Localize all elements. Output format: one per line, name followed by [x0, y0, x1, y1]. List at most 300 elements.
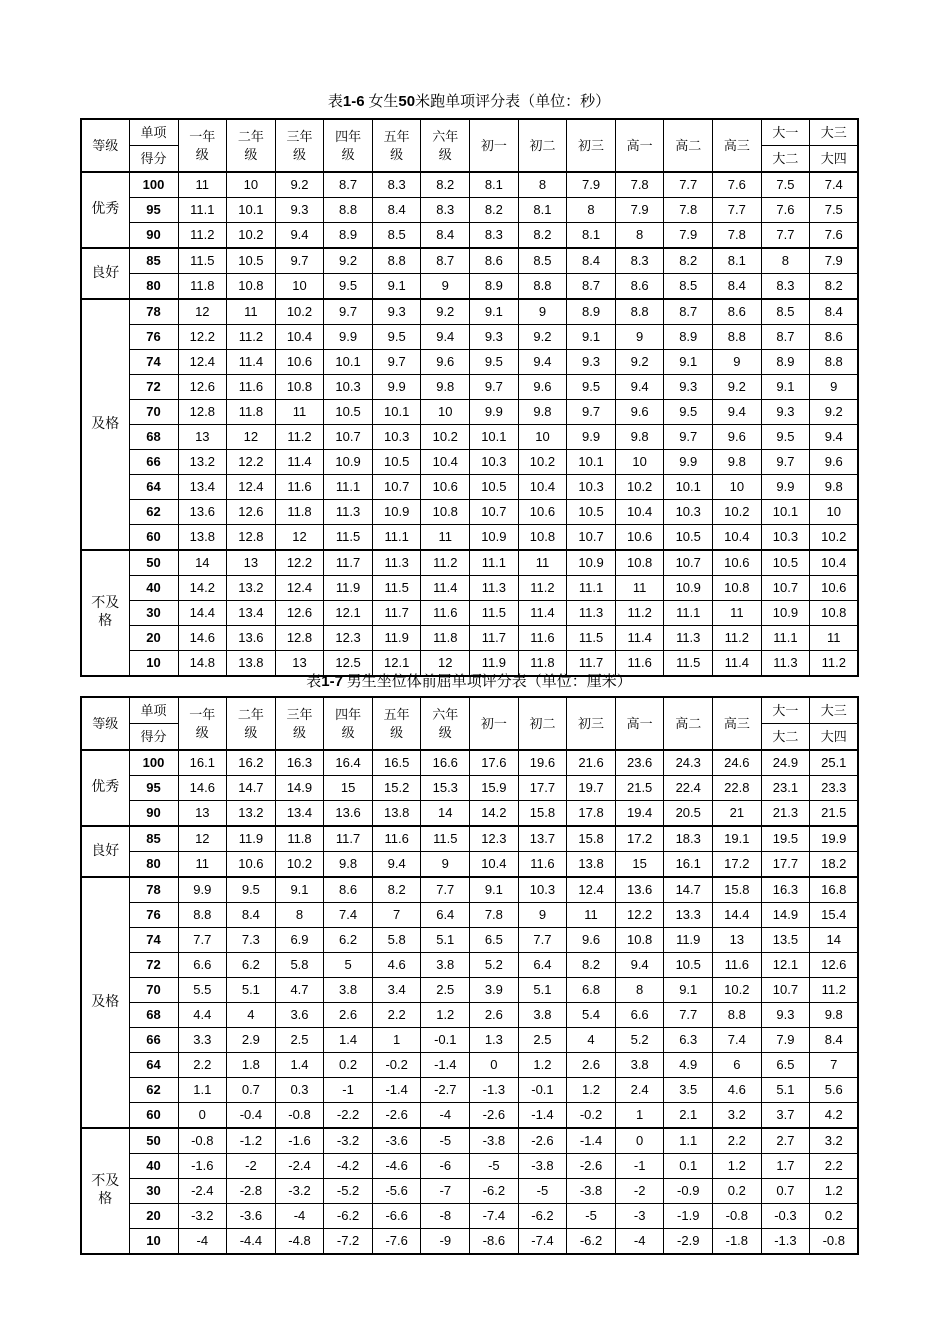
value-cell: -1.3: [761, 1229, 810, 1255]
value-cell: 5.1: [421, 928, 470, 953]
value-cell: 11.2: [810, 978, 859, 1003]
value-cell: 14: [178, 550, 227, 576]
value-cell: 9: [518, 299, 567, 325]
value-cell: 10.3: [470, 450, 519, 475]
value-cell: 10.8: [227, 274, 276, 300]
value-cell: 11.7: [372, 601, 421, 626]
value-cell: 9.4: [518, 350, 567, 375]
value-cell: 8.9: [567, 299, 616, 325]
value-cell: 11.6: [227, 375, 276, 400]
value-cell: 8.3: [372, 172, 421, 198]
value-cell: 10.9: [664, 576, 713, 601]
value-cell: 9.7: [372, 350, 421, 375]
value-cell: 11.4: [518, 601, 567, 626]
value-cell: 10.7: [470, 500, 519, 525]
value-cell: 9.7: [275, 248, 324, 274]
value-cell: 10.4: [470, 852, 519, 878]
value-cell: -2.8: [227, 1179, 276, 1204]
value-cell: 8.4: [713, 274, 762, 300]
value-cell: 19.1: [713, 826, 762, 852]
college-header-bottom: 大四: [810, 724, 859, 751]
grade-header: 五年 级: [372, 119, 421, 172]
value-cell: 9.3: [664, 375, 713, 400]
value-cell: 10.4: [275, 325, 324, 350]
value-cell: 5.8: [275, 953, 324, 978]
value-cell: 5.2: [615, 1028, 664, 1053]
value-cell: 10.8: [615, 928, 664, 953]
value-cell: 9.4: [275, 223, 324, 249]
value-cell: 9.5: [567, 375, 616, 400]
value-cell: 12.8: [178, 400, 227, 425]
score-cell: 72: [129, 953, 178, 978]
score-cell: 66: [129, 450, 178, 475]
value-cell: 9.1: [275, 877, 324, 903]
value-cell: 10.8: [615, 550, 664, 576]
value-cell: 16.6: [421, 750, 470, 776]
value-cell: 11: [810, 626, 859, 651]
value-cell: 10.5: [761, 550, 810, 576]
value-cell: 9.5: [227, 877, 276, 903]
caption-text: 女生: [364, 94, 399, 110]
value-cell: -3.8: [470, 1128, 519, 1154]
value-cell: 3.4: [372, 978, 421, 1003]
value-cell: -1.3: [470, 1078, 519, 1103]
value-cell: 14: [421, 801, 470, 827]
value-cell: -2.6: [567, 1154, 616, 1179]
value-cell: 8: [761, 248, 810, 274]
value-cell: 11.1: [470, 550, 519, 576]
value-cell: 13.8: [567, 852, 616, 878]
value-cell: 10: [615, 450, 664, 475]
value-cell: 11.5: [372, 576, 421, 601]
table-1-7-caption: [80, 672, 858, 692]
value-cell: 11.2: [421, 550, 470, 576]
value-cell: 12.8: [227, 525, 276, 551]
value-cell: 8: [615, 223, 664, 249]
value-cell: 9.4: [615, 375, 664, 400]
score-cell: 50: [129, 550, 178, 576]
value-cell: 9.2: [713, 375, 762, 400]
table-row: [81, 1078, 858, 1103]
value-cell: 1.1: [664, 1128, 713, 1154]
value-cell: 15.4: [810, 903, 859, 928]
value-cell: 6.2: [227, 953, 276, 978]
value-cell: -4: [178, 1229, 227, 1255]
value-cell: 5: [324, 953, 373, 978]
value-cell: 11.3: [664, 626, 713, 651]
value-cell: 9.7: [470, 375, 519, 400]
value-cell: -2.9: [664, 1229, 713, 1255]
level-cell: 不及 格: [81, 550, 129, 676]
value-cell: 10.7: [324, 425, 373, 450]
value-cell: -4.4: [227, 1229, 276, 1255]
score-cell: 72: [129, 375, 178, 400]
value-cell: 11.2: [810, 651, 859, 677]
value-cell: 1: [372, 1028, 421, 1053]
score-cell: 78: [129, 299, 178, 325]
score-cell: 68: [129, 1003, 178, 1028]
value-cell: 9.4: [615, 953, 664, 978]
value-cell: 21: [713, 801, 762, 827]
value-cell: 13.2: [227, 576, 276, 601]
value-cell: 9.7: [664, 425, 713, 450]
value-cell: -6: [421, 1154, 470, 1179]
value-cell: 15.9: [470, 776, 519, 801]
value-cell: 12.6: [275, 601, 324, 626]
value-cell: 11.9: [664, 928, 713, 953]
grade-header: 三年 级: [275, 119, 324, 172]
table-row: [81, 274, 858, 300]
table-row: [81, 1204, 858, 1229]
value-cell: 11.5: [421, 826, 470, 852]
value-cell: 1.4: [275, 1053, 324, 1078]
value-cell: -8.6: [470, 1229, 519, 1255]
value-cell: 0.2: [324, 1053, 373, 1078]
value-cell: -2: [615, 1179, 664, 1204]
value-cell: 4.4: [178, 1003, 227, 1028]
value-cell: 12.1: [324, 601, 373, 626]
value-cell: -3.2: [275, 1179, 324, 1204]
table-row: [81, 550, 858, 576]
value-cell: 9.7: [324, 299, 373, 325]
score-cell: 85: [129, 248, 178, 274]
value-cell: 15.2: [372, 776, 421, 801]
value-cell: 10.5: [470, 475, 519, 500]
value-cell: -7.6: [372, 1229, 421, 1255]
value-cell: 12.4: [567, 877, 616, 903]
value-cell: -8: [421, 1204, 470, 1229]
value-cell: 10.4: [810, 550, 859, 576]
value-cell: 13.6: [615, 877, 664, 903]
value-cell: 10.1: [567, 450, 616, 475]
value-cell: -5: [421, 1128, 470, 1154]
value-cell: 11.8: [275, 826, 324, 852]
value-cell: 10.1: [227, 198, 276, 223]
value-cell: 11: [567, 903, 616, 928]
value-cell: 2.7: [761, 1128, 810, 1154]
value-cell: 1: [615, 1103, 664, 1129]
value-cell: 6.6: [178, 953, 227, 978]
value-cell: 7.6: [810, 223, 859, 249]
value-cell: 15: [324, 776, 373, 801]
value-cell: -0.8: [810, 1229, 859, 1255]
value-cell: 16.3: [275, 750, 324, 776]
value-cell: 9.1: [470, 299, 519, 325]
value-cell: -5: [518, 1179, 567, 1204]
value-cell: 10.2: [275, 299, 324, 325]
value-cell: 22.4: [664, 776, 713, 801]
item-header-top: 单项: [129, 697, 178, 724]
value-cell: 8.7: [421, 248, 470, 274]
value-cell: 12: [178, 826, 227, 852]
value-cell: 6.4: [518, 953, 567, 978]
value-cell: 5.1: [227, 978, 276, 1003]
value-cell: 13.6: [324, 801, 373, 827]
score-cell: 40: [129, 1154, 178, 1179]
value-cell: 10.5: [664, 953, 713, 978]
value-cell: 11: [178, 852, 227, 878]
value-cell: 21.6: [567, 750, 616, 776]
value-cell: 24.9: [761, 750, 810, 776]
value-cell: 9.8: [518, 400, 567, 425]
value-cell: 10.6: [615, 525, 664, 551]
value-cell: 12.6: [227, 500, 276, 525]
value-cell: 24.6: [713, 750, 762, 776]
value-cell: 10.8: [421, 500, 470, 525]
value-cell: 14.2: [470, 801, 519, 827]
value-cell: -0.1: [421, 1028, 470, 1053]
value-cell: 12: [178, 299, 227, 325]
value-cell: 10.3: [664, 500, 713, 525]
value-cell: 8.8: [810, 350, 859, 375]
value-cell: 8: [275, 903, 324, 928]
value-cell: 13.2: [178, 450, 227, 475]
value-cell: 10.2: [275, 852, 324, 878]
value-cell: 3.8: [518, 1003, 567, 1028]
value-cell: 13.2: [227, 801, 276, 827]
value-cell: 11.3: [470, 576, 519, 601]
value-cell: 10.3: [324, 375, 373, 400]
value-cell: 3.5: [664, 1078, 713, 1103]
value-cell: 12.8: [275, 626, 324, 651]
score-cell: 70: [129, 400, 178, 425]
value-cell: 12.2: [275, 550, 324, 576]
value-cell: 20.5: [664, 801, 713, 827]
value-cell: 3.3: [178, 1028, 227, 1053]
value-cell: 9.6: [518, 375, 567, 400]
value-cell: 9.6: [421, 350, 470, 375]
value-cell: 11: [713, 601, 762, 626]
value-cell: 10: [275, 274, 324, 300]
value-cell: 3.7: [761, 1103, 810, 1129]
value-cell: 1.2: [713, 1154, 762, 1179]
value-cell: 8.2: [421, 172, 470, 198]
value-cell: -1: [615, 1154, 664, 1179]
grade-header: 高二: [664, 697, 713, 750]
value-cell: 9.1: [664, 350, 713, 375]
score-cell: 64: [129, 475, 178, 500]
value-cell: -3.2: [178, 1204, 227, 1229]
value-cell: 11.6: [713, 953, 762, 978]
value-cell: 3.8: [324, 978, 373, 1003]
grade-header: 二年 级: [227, 119, 276, 172]
score-cell: 80: [129, 852, 178, 878]
item-header-top: 单项: [129, 119, 178, 146]
value-cell: 11: [275, 400, 324, 425]
score-cell: 76: [129, 903, 178, 928]
value-cell: 2.4: [615, 1078, 664, 1103]
value-cell: 10.5: [372, 450, 421, 475]
caption-number-50: 50: [398, 93, 416, 110]
value-cell: 7.3: [227, 928, 276, 953]
value-cell: 10.2: [518, 450, 567, 475]
value-cell: -6.2: [324, 1204, 373, 1229]
value-cell: 9.9: [372, 375, 421, 400]
value-cell: -3.6: [372, 1128, 421, 1154]
value-cell: 8.8: [324, 198, 373, 223]
value-cell: 4: [567, 1028, 616, 1053]
table-row: [81, 198, 858, 223]
value-cell: 11.5: [470, 601, 519, 626]
value-cell: 10.5: [324, 400, 373, 425]
value-cell: 11.6: [518, 626, 567, 651]
value-cell: 8.3: [421, 198, 470, 223]
item-header-bottom: 得分: [129, 724, 178, 751]
value-cell: 17.6: [470, 750, 519, 776]
value-cell: 22.8: [713, 776, 762, 801]
value-cell: 11.2: [615, 601, 664, 626]
value-cell: 10.3: [518, 877, 567, 903]
value-cell: 7.9: [567, 172, 616, 198]
value-cell: 8.8: [615, 299, 664, 325]
table-row: [81, 375, 858, 400]
grade-header: 四年 级: [324, 119, 373, 172]
value-cell: 9.9: [178, 877, 227, 903]
value-cell: 9.4: [713, 400, 762, 425]
value-cell: 10.2: [810, 525, 859, 551]
value-cell: 1.1: [178, 1078, 227, 1103]
value-cell: 13.6: [227, 626, 276, 651]
value-cell: -4: [421, 1103, 470, 1129]
value-cell: 7.4: [810, 172, 859, 198]
value-cell: 7: [372, 903, 421, 928]
value-cell: 18.3: [664, 826, 713, 852]
value-cell: 10.4: [421, 450, 470, 475]
grade-header: 初一: [470, 697, 519, 750]
value-cell: 0.7: [761, 1179, 810, 1204]
college-header-top: 大一: [761, 697, 810, 724]
value-cell: 9.4: [372, 852, 421, 878]
value-cell: 3.2: [810, 1128, 859, 1154]
value-cell: 0.2: [810, 1204, 859, 1229]
value-cell: 9.6: [810, 450, 859, 475]
value-cell: 11.6: [372, 826, 421, 852]
value-cell: 17.8: [567, 801, 616, 827]
value-cell: 7.9: [761, 1028, 810, 1053]
score-cell: 76: [129, 325, 178, 350]
score-cell: 68: [129, 425, 178, 450]
value-cell: 10.9: [761, 601, 810, 626]
caption-unit: 米跑单项评分表（单位：秒）: [415, 94, 611, 110]
value-cell: 16.5: [372, 750, 421, 776]
value-cell: -3.8: [518, 1154, 567, 1179]
value-cell: 9.5: [372, 325, 421, 350]
value-cell: 12.5: [324, 651, 373, 677]
value-cell: 10: [227, 172, 276, 198]
value-cell: 17.7: [518, 776, 567, 801]
caption-number: 1-6: [342, 93, 365, 110]
value-cell: 8.4: [810, 299, 859, 325]
value-cell: -6.2: [567, 1229, 616, 1255]
value-cell: 11.2: [178, 223, 227, 249]
value-cell: 9.9: [324, 325, 373, 350]
value-cell: 7.6: [713, 172, 762, 198]
value-cell: 11.6: [421, 601, 470, 626]
value-cell: 10.1: [664, 475, 713, 500]
value-cell: 5.6: [810, 1078, 859, 1103]
value-cell: -6.2: [518, 1204, 567, 1229]
value-cell: 7.7: [664, 172, 713, 198]
grade-header: 初二: [518, 697, 567, 750]
table-row: [81, 801, 858, 827]
value-cell: 1.4: [324, 1028, 373, 1053]
value-cell: 11.2: [227, 325, 276, 350]
grade-header: 高一: [615, 119, 664, 172]
value-cell: 8.2: [372, 877, 421, 903]
value-cell: 8.9: [664, 325, 713, 350]
value-cell: 9.5: [664, 400, 713, 425]
value-cell: 10.4: [615, 500, 664, 525]
value-cell: 8.6: [615, 274, 664, 300]
score-cell: 60: [129, 1103, 178, 1129]
value-cell: 6.5: [470, 928, 519, 953]
value-cell: 8.4: [810, 1028, 859, 1053]
value-cell: 9.9: [470, 400, 519, 425]
value-cell: 9.1: [470, 877, 519, 903]
value-cell: 10.3: [761, 525, 810, 551]
value-cell: 11.1: [178, 198, 227, 223]
table-row: [81, 450, 858, 475]
value-cell: 11: [227, 299, 276, 325]
grade-header: 高一: [615, 697, 664, 750]
value-cell: 11: [518, 550, 567, 576]
value-cell: 4: [227, 1003, 276, 1028]
value-cell: 0: [178, 1103, 227, 1129]
value-cell: 9.6: [615, 400, 664, 425]
value-cell: 2.5: [421, 978, 470, 1003]
value-cell: 6.5: [761, 1053, 810, 1078]
value-cell: -2.4: [178, 1179, 227, 1204]
table-1-7: [80, 696, 859, 1255]
value-cell: 13.4: [275, 801, 324, 827]
value-cell: 8.8: [713, 1003, 762, 1028]
value-cell: -6.6: [372, 1204, 421, 1229]
value-cell: 6.8: [567, 978, 616, 1003]
value-cell: -5: [567, 1204, 616, 1229]
value-cell: 19.5: [761, 826, 810, 852]
value-cell: 25.1: [810, 750, 859, 776]
table-row: [81, 299, 858, 325]
value-cell: 19.9: [810, 826, 859, 852]
value-cell: 10.1: [761, 500, 810, 525]
value-cell: 13.8: [178, 525, 227, 551]
score-cell: 10: [129, 651, 178, 677]
value-cell: 10.5: [567, 500, 616, 525]
value-cell: 10.3: [567, 475, 616, 500]
header-row: [81, 697, 858, 724]
value-cell: 9.9: [761, 475, 810, 500]
value-cell: 10: [713, 475, 762, 500]
level-cell: 优秀: [81, 172, 129, 248]
value-cell: 21.5: [615, 776, 664, 801]
value-cell: 12.2: [227, 450, 276, 475]
value-cell: 10.6: [421, 475, 470, 500]
table-row: [81, 400, 858, 425]
value-cell: 10.8: [713, 576, 762, 601]
value-cell: 4.6: [372, 953, 421, 978]
table-row: [81, 525, 858, 551]
value-cell: 6.4: [421, 903, 470, 928]
value-cell: 11.9: [372, 626, 421, 651]
value-cell: 14.4: [713, 903, 762, 928]
value-cell: 10.9: [372, 500, 421, 525]
grade-header: 二年 级: [227, 697, 276, 750]
value-cell: -4: [275, 1204, 324, 1229]
item-header-bottom: 得分: [129, 146, 178, 173]
value-cell: 8.4: [421, 223, 470, 249]
value-cell: 10: [518, 425, 567, 450]
value-cell: 9: [810, 375, 859, 400]
